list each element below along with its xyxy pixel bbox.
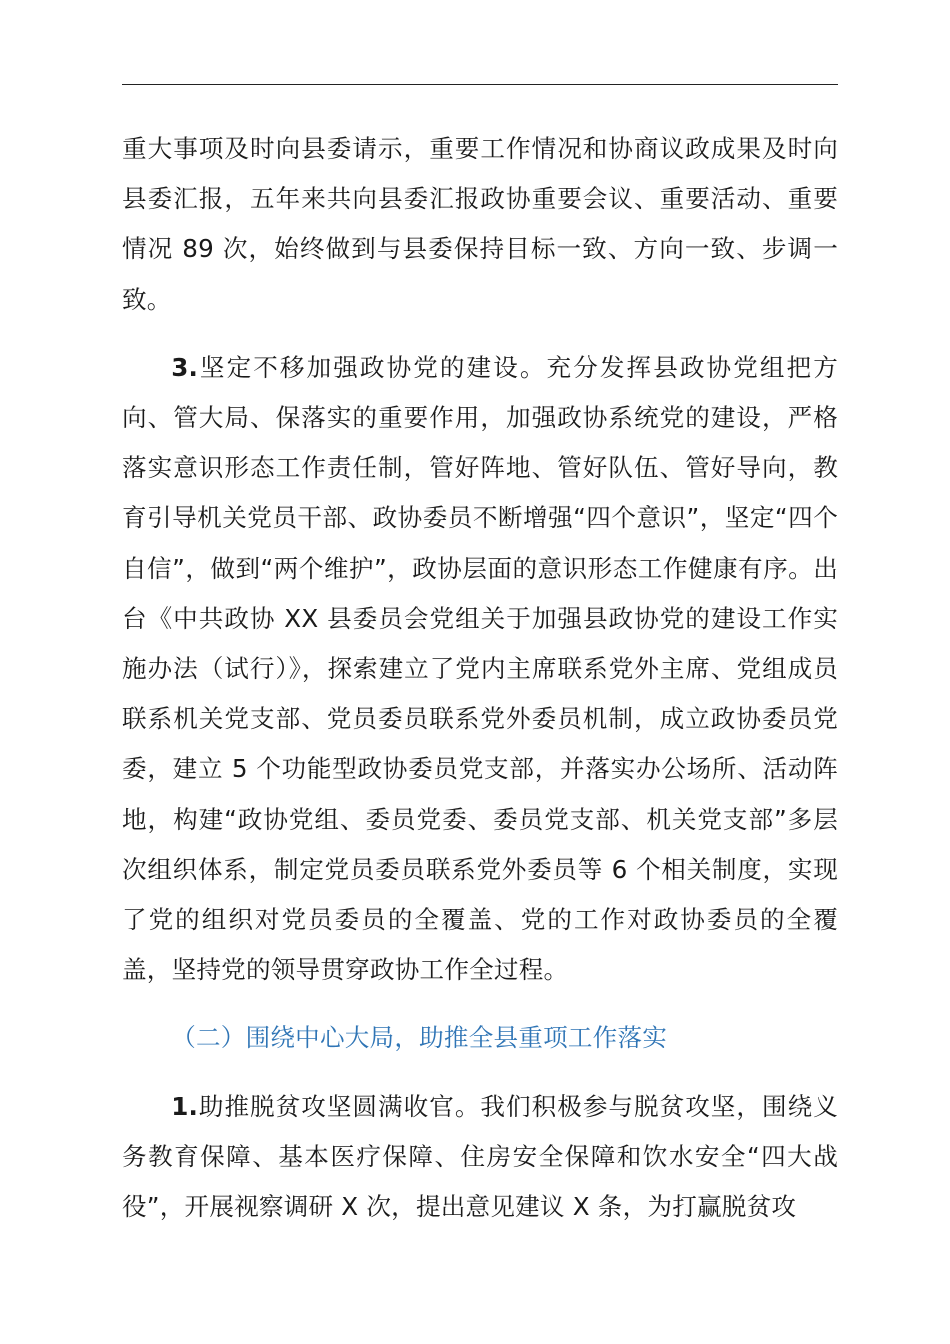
- paragraph-text: 助推脱贫攻坚圆满收官。我们积极参与脱贫攻坚，围绕义务教育保障、基本医疗保障、住房安全保障和饮水安全“四大战役”，开展视察调研 X 次，提出意见建议 X 条，为打赢脱贫攻: [122, 1091, 838, 1222]
- paragraph-continuation: [122, 124, 838, 325]
- header-rule: [122, 84, 838, 85]
- paragraph-number: 3.: [171, 352, 199, 382]
- paragraph-number: 1.: [171, 1091, 199, 1121]
- document-body: [122, 124, 838, 1250]
- paragraph-text: 坚定不移加强政协党的建设。充分发挥县政协党组把方向、管大局、保落实的重要作用，加强政协系统党的建设，严格落实意识形态工作责任制，管好阵地、管好队伍、管好导向，教育引导机关党员干部、政协委员不断增强“四个意识”，坚定“四个自信”，做到“两个维护”，政协层面的意识形态工作健康有序。出台《中共政协 XX 县委员会党组关于加强县政协党的建设工作实施办法（试行）》，探索建立了党内主席联系党外主席、党组成员联系机关党支部、党员委员联系党外委员机制，成立政协委员党委，建立 5 个功能型政协委员党支部，并落实办公场所、活动阵地，构建“政协党组、委员党委、委员党支部、机关党支部”多层次组织体系，制定党员委员联系党外委员等 6 个相关制度，实现了党的组织对党员委员的全覆盖、党的工作对政协委员的全覆盖，坚持党的领导贯穿政协工作全过程。: [122, 352, 838, 985]
- section-heading-text: （二）围绕中心大局，助推全县重项工作落实: [171, 1023, 668, 1053]
- section-heading: [122, 1013, 838, 1063]
- paragraph-party-building: [122, 343, 838, 996]
- paragraph-poverty-alleviation: [122, 1082, 838, 1233]
- paragraph-text: 重大事项及时向县委请示，重要工作情况和协商议政成果及时向县委汇报，五年来共向县委汇报政协重要会议、重要活动、重要情况 89 次，始终做到与县委保持目标一致、方向一致、步调一致。: [122, 134, 838, 314]
